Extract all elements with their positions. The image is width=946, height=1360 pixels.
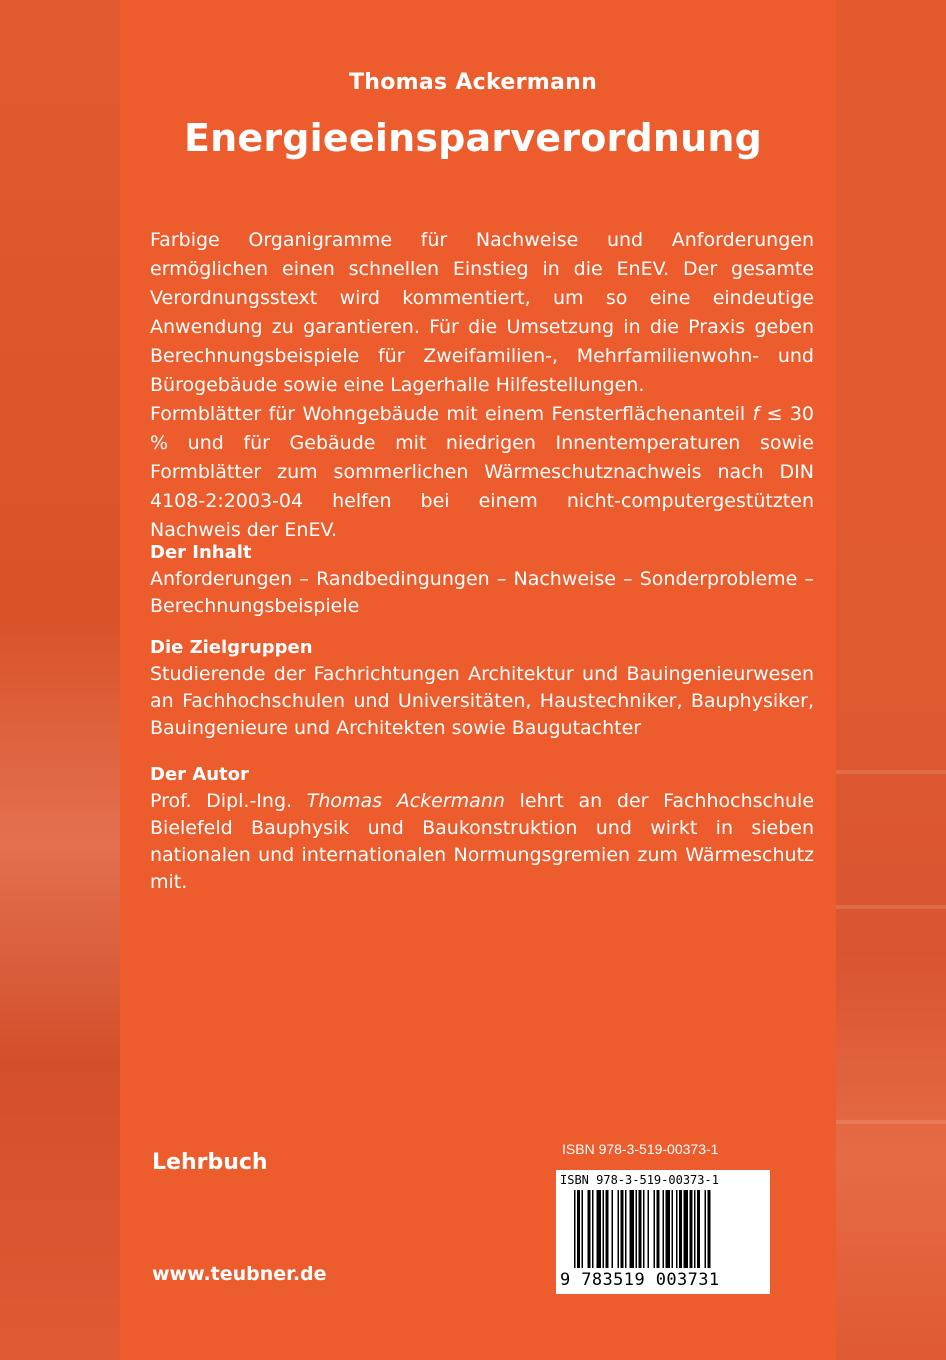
barcode-bar — [618, 1190, 620, 1268]
barcode-bar — [588, 1190, 591, 1268]
barcode-bar — [690, 1190, 693, 1268]
barcode-number: 9 783519 003731 — [560, 1270, 720, 1290]
barcode-bar — [663, 1190, 665, 1268]
isbn-label: ISBN 978-3-519-00373-1 — [562, 1141, 719, 1157]
section-body: Anforderungen – Randbedingungen – Nachweise – Sonderprobleme – Berechnungsbeispiele — [150, 568, 814, 617]
barcode-bar — [676, 1190, 678, 1268]
barcode-bar — [621, 1190, 624, 1268]
barcode-bar — [636, 1190, 638, 1268]
series-label: Lehrbuch — [152, 1150, 268, 1175]
barcode-bar — [597, 1190, 602, 1268]
book-title: Energieeinsparverordnung — [183, 116, 763, 160]
barcode-bar — [612, 1190, 614, 1268]
description-paragraph-2-text-rest: ≤ 30 % und für Gebäude mit niedrigen Innentemperaturen sowie Formblätter zum sommerlichen Wärmeschutznachweis nach DIN 4108-2:2003-04 helfen bei einem nicht-computergestützten Nachweis der EnEV. — [150, 403, 814, 541]
barcode-bar — [630, 1190, 635, 1268]
section-body — [150, 788, 814, 896]
description-paragraph-1: Farbige Organigramme für Nachweise und Anforderungen ermöglichen einen schnellen Einstieg in die EnEV. Der gesamte Verordnungsstext wird kommentiert, um so eine eindeutige Anwendung zu garantieren. Für die Umsetzung in die Praxis geben Berechnungsbeispiele für Zweifamilien-, Mehrfamilienwohn- und Bürogebäude sowie eine Lagerhalle Hilfestellungen. — [150, 229, 814, 396]
barcode-bar — [606, 1190, 609, 1268]
publisher-url[interactable]: www.teubner.de — [152, 1263, 327, 1285]
barcode-bar — [679, 1190, 682, 1268]
barcode-bar — [694, 1190, 696, 1268]
description-paragraph-2-text: Formblätter für Wohngebäude mit einem Fensterflächenanteil — [150, 403, 753, 425]
section-zielgruppen — [150, 635, 814, 742]
description-paragraph-2 — [150, 400, 814, 545]
barcode-bar — [672, 1190, 674, 1268]
section-heading: Der Autor — [150, 764, 249, 785]
barcode-bar — [705, 1190, 707, 1268]
barcode-bar — [654, 1190, 656, 1268]
barcode-bar — [666, 1190, 671, 1268]
barcode-bar — [648, 1190, 650, 1268]
barcode-bar — [708, 1190, 711, 1268]
barcode-bar — [643, 1190, 645, 1268]
fraction-variable: f — [752, 403, 760, 425]
barcode-isbn-text: ISBN 978-3-519-00373-1 — [560, 1173, 719, 1187]
section-heading: Der Inhalt — [150, 542, 252, 563]
description — [150, 226, 814, 545]
barcode-bar — [625, 1190, 627, 1268]
author-name: Thomas Ackermann — [348, 70, 598, 95]
barcode — [556, 1170, 770, 1294]
barcode-bar — [582, 1190, 584, 1268]
barcode-bar — [574, 1190, 576, 1268]
barcode-bar — [577, 1190, 580, 1268]
barcode-bar — [592, 1190, 594, 1268]
author-bio-name: Thomas Ackermann — [306, 790, 505, 812]
author-bio-rest: lehrt an der Fachhochschule Bielefeld Bauphysik und Baukonstruktion und wirkt in sieben nationalen und internationalen Normungsgremien zum Wärmeschutz mit. — [150, 790, 815, 893]
barcode-bar — [639, 1190, 642, 1268]
section-autor — [150, 762, 814, 896]
barcode-bar — [603, 1190, 605, 1268]
section-heading: Die Zielgruppen — [150, 637, 313, 658]
section-inhalt — [150, 540, 814, 620]
background-photo-left — [0, 0, 120, 1360]
author-bio-prefix: Prof. Dipl.-Ing. — [150, 790, 307, 812]
section-body: Studierende der Fachrichtungen Architektur und Bauingenieurwesen an Fachhochschulen und Universitäten, Haustechniker, Bauphysiker, Bauingenieure und Architekten sowie Baugutachter — [150, 663, 814, 739]
barcode-bar — [684, 1190, 689, 1268]
barcode-bars — [574, 1190, 762, 1270]
barcode-bar — [657, 1190, 660, 1268]
barcode-bar — [697, 1190, 700, 1268]
background-photo-right — [836, 0, 946, 1360]
